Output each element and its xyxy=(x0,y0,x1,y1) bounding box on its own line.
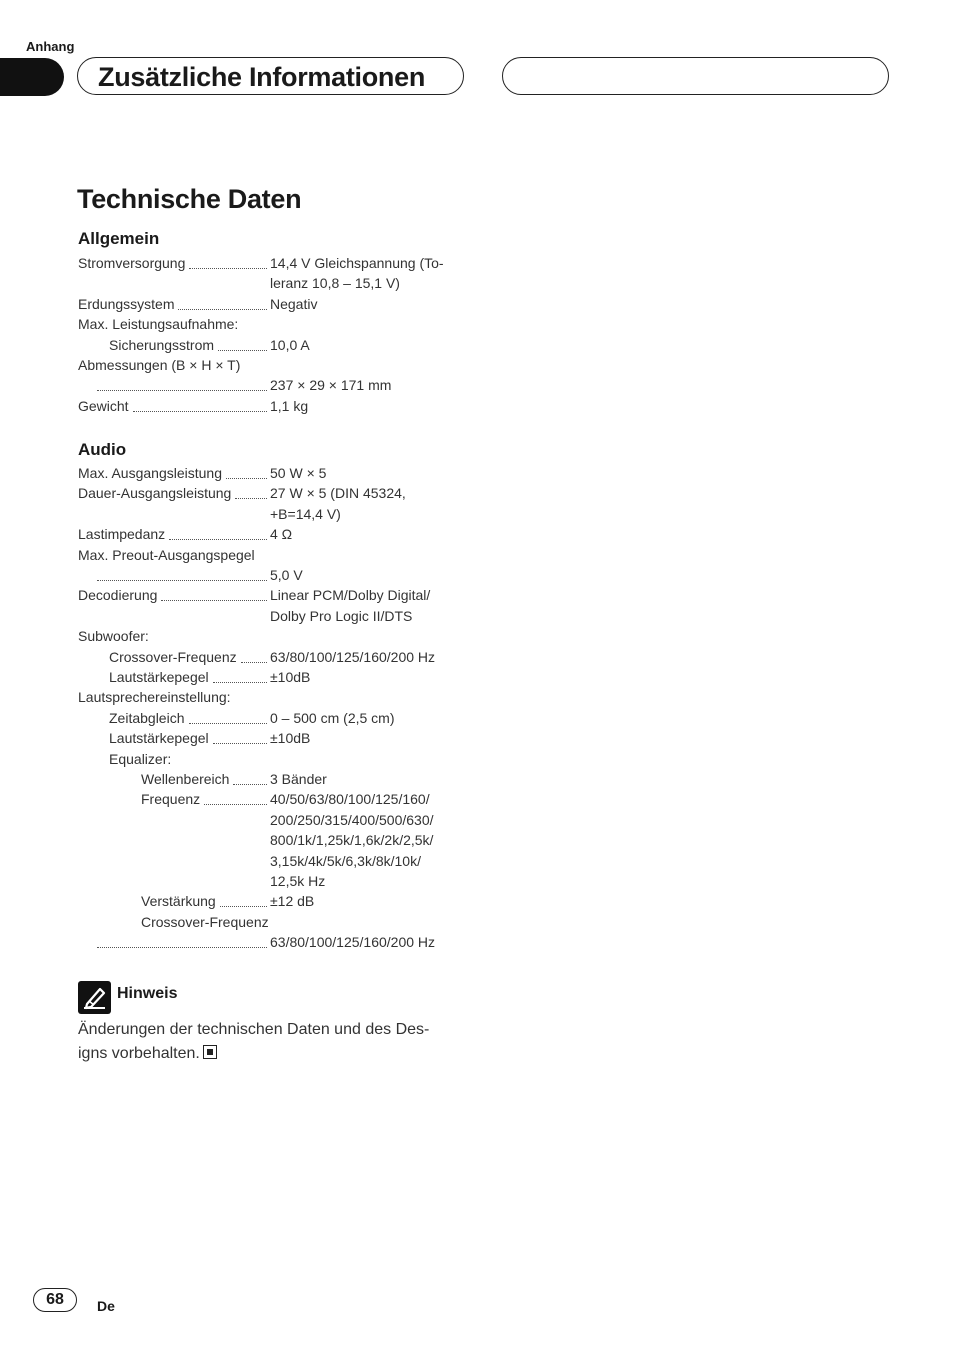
spec-row xyxy=(0,375,470,396)
spec-value: 237 × 29 × 171 mm xyxy=(270,377,392,394)
spec-row xyxy=(0,545,470,566)
spec-row xyxy=(0,708,470,729)
spec-value: 4 Ω xyxy=(270,526,293,543)
spec-value: 1,1 kg xyxy=(270,397,309,414)
section-heading: Allgemein xyxy=(78,229,160,248)
leader-dots xyxy=(97,933,267,951)
spec-value: ±10dB xyxy=(270,730,311,747)
leader-dots xyxy=(133,397,267,415)
spec-row xyxy=(0,728,470,749)
section-label: Anhang xyxy=(26,39,75,54)
spec-value: ±12 dB xyxy=(270,893,315,910)
spec-key: Abmessungen (B × H × T) xyxy=(78,357,241,373)
spec-key: Lautstärkepegel xyxy=(109,669,209,685)
chapter-tab-marker xyxy=(0,58,64,96)
leader-dots xyxy=(178,295,267,313)
spec-key: Dauer-Ausgangsleistung xyxy=(78,485,232,502)
spec-row xyxy=(0,253,470,274)
spec-row xyxy=(0,647,470,668)
spec-row xyxy=(0,810,470,831)
spec-key: Lastimpedanz xyxy=(78,526,166,543)
spec-key: Subwoofer: xyxy=(78,628,149,645)
leader-dots xyxy=(189,254,267,272)
spec-row xyxy=(0,294,470,315)
spec-value: 27 W × 5 (DIN 45324, xyxy=(270,485,406,502)
spec-key: Lautsprechereinstellung: xyxy=(78,689,231,706)
spec-value: 63/80/100/125/160/200 Hz xyxy=(270,934,436,951)
leader-dots xyxy=(213,668,267,686)
spec-row xyxy=(0,749,470,770)
leader-dots xyxy=(169,525,267,543)
spec-key: Crossover-Frequenz xyxy=(109,648,237,665)
end-mark-icon xyxy=(203,1045,217,1059)
spec-key: Gewicht xyxy=(78,397,129,414)
empty-header-frame xyxy=(502,57,889,95)
spec-row xyxy=(0,871,470,892)
spec-value: ±10dB xyxy=(270,669,311,685)
leader-dots xyxy=(189,709,267,727)
spec-row xyxy=(0,335,470,356)
spec-value: 50 W × 5 xyxy=(270,465,327,481)
note-icon xyxy=(78,981,111,1014)
spec-row xyxy=(0,314,470,335)
spec-value: Dolby Pro Logic II/DTS xyxy=(270,607,413,624)
spec-row xyxy=(0,687,470,708)
leader-dots xyxy=(226,464,267,482)
spec-key: Equalizer: xyxy=(109,750,172,767)
leader-dots xyxy=(218,336,267,354)
leader-dots xyxy=(241,648,267,666)
spec-key: Sicherungsstrom xyxy=(109,336,215,353)
spec-row xyxy=(0,891,470,912)
spec-key: Max. Ausgangsleistung xyxy=(78,465,222,481)
spec-value: 0 – 500 cm (2,5 cm) xyxy=(270,709,395,726)
spec-key: Frequenz xyxy=(141,791,201,808)
spec-row xyxy=(0,851,470,872)
spec-key: Wellenbereich xyxy=(141,771,230,787)
spec-key: Zeitabgleich xyxy=(109,709,185,726)
page-title: Technische Daten xyxy=(77,184,302,214)
spec-row xyxy=(0,830,470,851)
spec-row xyxy=(0,463,470,484)
spec-row xyxy=(0,606,470,627)
spec-value: Linear PCM/Dolby Digital/ xyxy=(270,587,431,604)
spec-value: +B=14,4 V) xyxy=(270,505,341,522)
spec-key: Crossover-Frequenz xyxy=(141,913,269,930)
chapter-title: Zusätzliche Informationen xyxy=(98,62,426,92)
spec-row xyxy=(0,565,470,586)
spec-key: Max. Leistungsaufnahme: xyxy=(78,316,239,333)
spec-value: 5,0 V xyxy=(270,567,303,583)
spec-value: 200/250/315/400/500/630/ xyxy=(270,811,434,828)
section-heading: Audio xyxy=(78,440,127,459)
leader-dots xyxy=(233,770,267,788)
leader-dots xyxy=(97,376,267,394)
leader-dots xyxy=(161,586,267,604)
spec-key: Lautstärkepegel xyxy=(109,730,209,747)
spec-row xyxy=(0,667,470,688)
spec-row xyxy=(0,504,470,525)
page-number: 68 xyxy=(33,1288,77,1312)
spec-value: 3,15k/4k/5k/6,3k/8k/10k/ xyxy=(270,852,421,869)
chapter-title-frame xyxy=(77,57,464,95)
spec-row xyxy=(0,273,470,294)
spec-row xyxy=(0,355,470,376)
note-text: Änderungen der technischen Daten und des Des- igns vorbehalten. xyxy=(78,1021,430,1062)
note-text-block xyxy=(78,1018,473,1066)
leader-dots xyxy=(204,790,267,808)
leader-dots xyxy=(235,484,267,502)
note-title: Hinweis xyxy=(117,985,178,1002)
spec-row xyxy=(0,626,470,647)
spec-value: 63/80/100/125/160/200 Hz xyxy=(270,648,436,665)
spec-value: Negativ xyxy=(270,295,318,312)
spec-value: leranz 10,8 – 15,1 V) xyxy=(270,275,400,292)
leader-dots xyxy=(213,729,267,747)
spec-row xyxy=(0,912,470,933)
spec-row xyxy=(0,789,470,810)
spec-key: Stromversorgung xyxy=(78,255,186,271)
spec-value: 3 Bänder xyxy=(270,771,327,787)
spec-key: Verstärkung xyxy=(141,893,216,910)
spec-value: 10,0 A xyxy=(270,336,310,353)
spec-row xyxy=(0,769,470,790)
leader-dots xyxy=(220,892,267,910)
leader-dots xyxy=(97,566,267,584)
language-label: De xyxy=(97,1298,115,1314)
spec-row xyxy=(0,585,470,606)
spec-value: 800/1k/1,25k/1,6k/2k/2,5k/ xyxy=(270,832,434,849)
spec-key: Decodierung xyxy=(78,587,158,604)
spec-value: 12,5k Hz xyxy=(270,873,326,889)
spec-row xyxy=(0,524,470,545)
spec-row xyxy=(0,932,470,953)
spec-value: 14,4 V Gleichspannung (To- xyxy=(270,255,444,271)
spec-key: Erdungssystem xyxy=(78,295,175,312)
spec-key: Max. Preout-Ausgangspegel xyxy=(78,546,255,563)
spec-row xyxy=(0,396,470,417)
spec-value: 40/50/63/80/100/125/160/ xyxy=(270,791,430,808)
spec-row xyxy=(0,483,470,504)
